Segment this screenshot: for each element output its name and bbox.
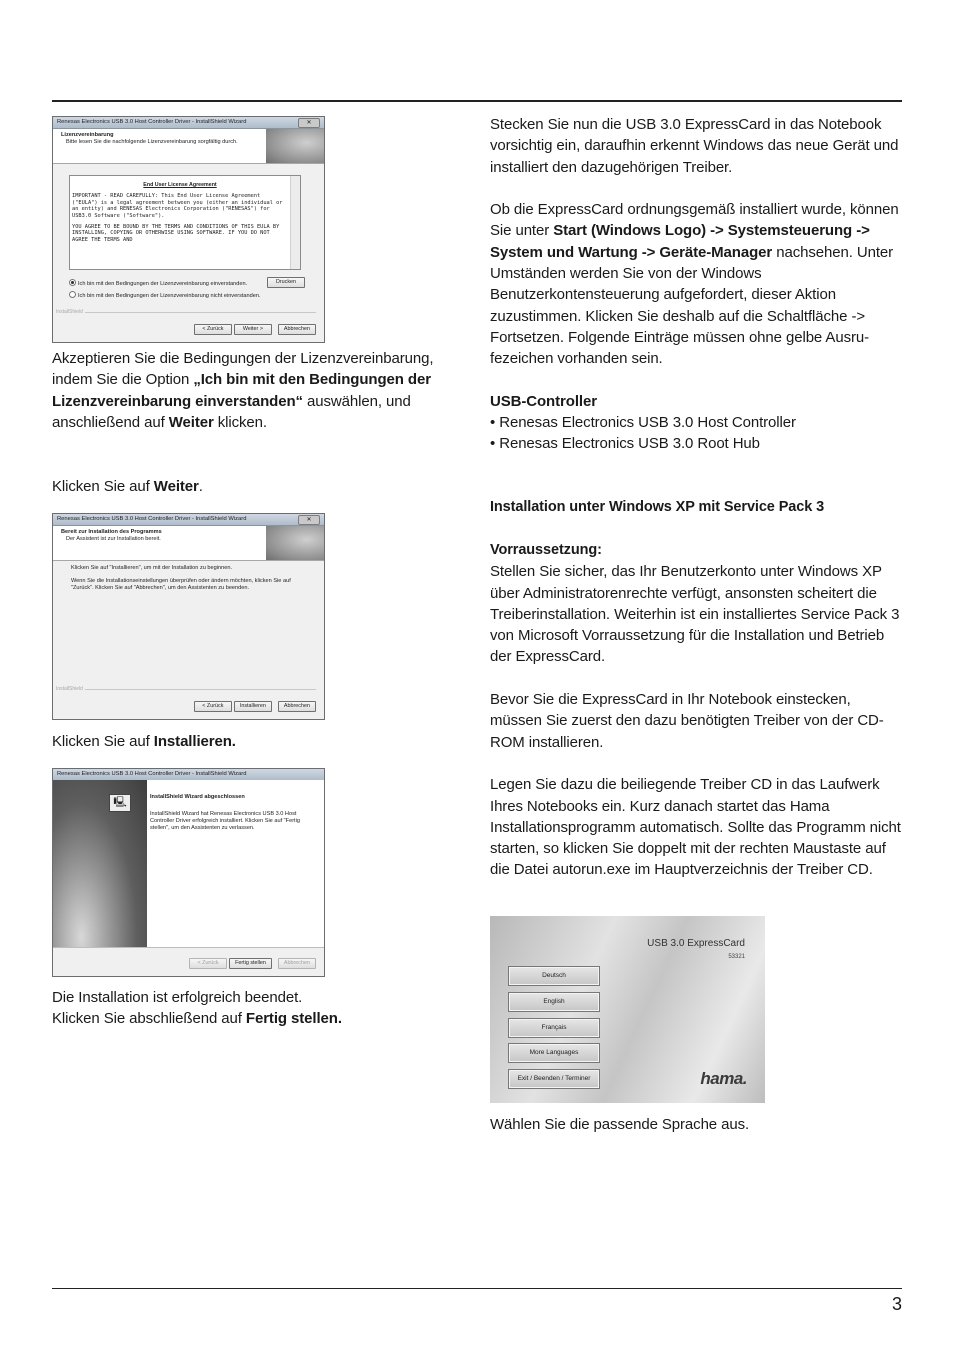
installshield-groupline [56,309,316,315]
accept-instruction: Akzeptieren Sie die Bedingungen der Lizenzvereinbarung, indem Sie die Option „Ich bin mit den Bedingungen der Lizenzvereinbarung einverstanden“ auswählen, und anschließend auf Weiter klicken. [52,350,434,431]
xp-heading: Installation unter Windows XP mit Service Pack 3 [490,499,825,516]
back-button: < Zurück [189,958,227,969]
launcher-caption: Wählen Sie die passende Sprache aus. [490,1116,750,1133]
next-button[interactable]: Weiter > [234,324,272,335]
installshield-groupline [56,686,316,692]
dialog-title: Renesas Electronics USB 3.0 Host Controller Driver - InstallShield Wizard [57,119,247,125]
dialog-header [53,526,324,561]
finish-button[interactable]: Fertig stellen [229,958,272,969]
launcher-model-number: 53321 [728,954,745,960]
page-number: 3 [891,1294,902,1314]
language-button-francais[interactable]: Français [508,1018,600,1038]
right-column [490,114,906,881]
finish-line-1: Die Installation ist erfolgreich beendet. [52,989,303,1006]
close-icon[interactable]: ✕ [298,118,320,128]
usb-item: • Renesas Electronics USB 3.0 Host Controller [490,414,796,432]
header-subtitle: Bitte lesen Sie die nachfolgende Lizenzvereinbarung sorgfältig durch. [66,139,238,145]
driver-cd-paragraph: Legen Sie dazu die beiliegende Treiber CD in das Laufwerk Ihres Notebooks ein. Kurz danach startet das Hama Installationsprogramm automatisch. Sollte das Programm nicht starten, so klicken Sie doppelt mit der rechten Maustaste auf die Datei autorun.exe im Hauptverzeichnis der Treiber CD. [490,776,901,879]
more-languages-button[interactable]: More Languages [508,1043,600,1063]
language-launcher-screenshot [490,916,765,1103]
decline-radio[interactable] [69,291,261,300]
dialog-button-row [189,958,316,969]
dialog-titlebar [53,117,324,129]
hama-logo: hama. [700,1069,747,1088]
dialog-title: Renesas Electronics USB 3.0 Host Controller Driver - InstallShield Wizard [57,771,247,777]
computer-icon: 🖳 [109,794,131,812]
left-text-3 [52,731,462,752]
eula-scrollbar[interactable] [290,176,300,269]
requirement-paragraph: Stellen Sie sicher, das Ihr Benutzerkonto unter Windows XP über Administratorenrechte verfügt, ansonsten scheitert die Treiberinstallation. Weiterhin ist ein installiertes Service Pack 3 von Microsoft Vorraussetzung für die Installation und Betrieb der ExpressCard. [490,563,900,666]
launcher-caption-block [490,1114,906,1135]
license-dialog-screenshot [52,116,325,343]
finish-content [147,780,324,948]
radio-empty-icon [69,291,76,298]
radio-selected-icon [69,279,76,286]
requirement-heading: Vorraussetzung: [490,541,602,558]
decline-radio-label: Ich bin mit den Bedingungen der Lizenzvereinbarung nicht einverstanden. [78,293,261,299]
before-insert-paragraph: Bevor Sie die ExpressCard in Ihr Notebook einstecken, müssen Sie zuerst den dazu benötigten Treiber von der CD-ROM installieren. [490,691,884,751]
left-text-4 [52,987,462,1030]
dialog-button-row [194,701,316,712]
eula-textbox[interactable] [69,175,301,270]
ready-line-1: Klicken Sie auf "Installieren", um mit der Installation zu beginnen. [71,565,232,571]
ready-text [71,565,311,592]
cancel-button[interactable]: Abbrechen [278,701,316,712]
cancel-button: Abbrechen [278,958,316,969]
finish-heading: InstallShield Wizard abgeschlossen [150,794,245,800]
accept-radio[interactable] [69,279,247,288]
cancel-button[interactable]: Abbrechen [278,324,316,335]
left-text-2 [52,476,462,497]
header-subtitle: Der Assistent ist zur Installation bereit. [66,536,161,542]
print-button[interactable]: Drucken [267,277,305,288]
install-button[interactable]: Installieren [234,701,272,712]
header-title: Lizenzvereinbarung [61,132,114,138]
launcher-title: USB 3.0 ExpressCard [647,938,745,949]
left-text-1 [52,348,462,433]
dialog-header [53,129,324,164]
installshield-label: InstallShield [56,309,83,315]
header-title: Bereit zur Installation des Programms [61,529,162,535]
wizard-graphic [266,129,324,163]
installshield-label: InstallShield [56,686,83,692]
language-button-deutsch[interactable]: Deutsch [508,966,600,986]
usb-item: • Renesas Electronics USB 3.0 Root Hub [490,435,760,453]
bottom-rule [52,1288,902,1289]
top-rule [52,100,902,102]
finish-instruction: Klicken Sie abschließend auf Fertig stellen. [52,1010,342,1028]
dialog-titlebar [53,514,324,526]
finish-body: InstallShield Wizard hat Renesas Electronics USB 3.0 Host Controller Driver erfolgreich installiert. Klicken Sie auf "Fertig stellen", um den Assistenten zu verlassen. [150,811,300,831]
back-button[interactable]: < Zurück [194,701,232,712]
wizard-graphic [266,526,324,560]
insert-card-paragraph: Stecken Sie nun die USB 3.0 ExpressCard in das Notebook vorsichtig ein, daraufhin erkennt Windows das neue Gerät und installiert den dazugehörigen Treiber. [490,116,899,176]
back-button[interactable]: < Zurück [194,324,232,335]
ready-dialog-screenshot [52,513,325,720]
eula-paragraph-1: IMPORTANT - READ CAREFULLY: This End User License Agreement ("EULA") is a legal agreement between you (either an individual or an entity) and RENESAS Electronics Corporation ("RENESAS") for USB3.0 Software ("Software"). [72,193,283,219]
accept-radio-label: Ich bin mit den Bedingungen der Lizenzvereinbarung einverstanden. [78,281,248,287]
eula-title: End User License Agreement [143,182,217,188]
finish-dialog-screenshot [52,768,325,977]
device-manager-paragraph: Ob die ExpressCard ordnungsgemäß installiert wurde, können Sie unter Start (Windows Logo) -> Systemsteuerung -> System und Wartung -> Geräte-Manager nachsehen. Unter Umständen werden Sie von der Windows Benutzerkontensteuerung aufgefordert, dieser Aktion zuzustimmen. Klicken Sie deshalb auf die Schaltfläche -> Fortsetzen. Folgende Einträge müssen ohne gelbe Ausrufezeichen vorhanden sein. [490,201,899,368]
dialog-button-row [194,324,316,335]
exit-button[interactable]: Exit / Beenden / Terminer [508,1069,600,1089]
install-instruction: Klicken Sie auf Installieren. [52,733,236,750]
close-icon[interactable]: ✕ [298,515,320,525]
next-instruction: Klicken Sie auf Weiter. [52,478,203,495]
usb-controller-heading: USB-Controller [490,392,597,410]
language-button-english[interactable]: English [508,992,600,1012]
dialog-title: Renesas Electronics USB 3.0 Host Controller Driver - InstallShield Wizard [57,516,247,522]
eula-paragraph-2: YOU AGREE TO BE BOUND BY THE TERMS AND CONDITIONS OF THIS EULA BY INSTALLING, COPYING OR OTHERWISE USING SOFTWARE. IF YOU DO NOT AGREE THE TERMS AND [72,224,280,243]
ready-line-2: Wenn Sie die Installationseinstellungen überprüfen oder ändern möchten, klicken Sie auf "Zurück". Klicken Sie auf "Abbrechen", um den Assistenten zu beenden. [71,578,291,591]
